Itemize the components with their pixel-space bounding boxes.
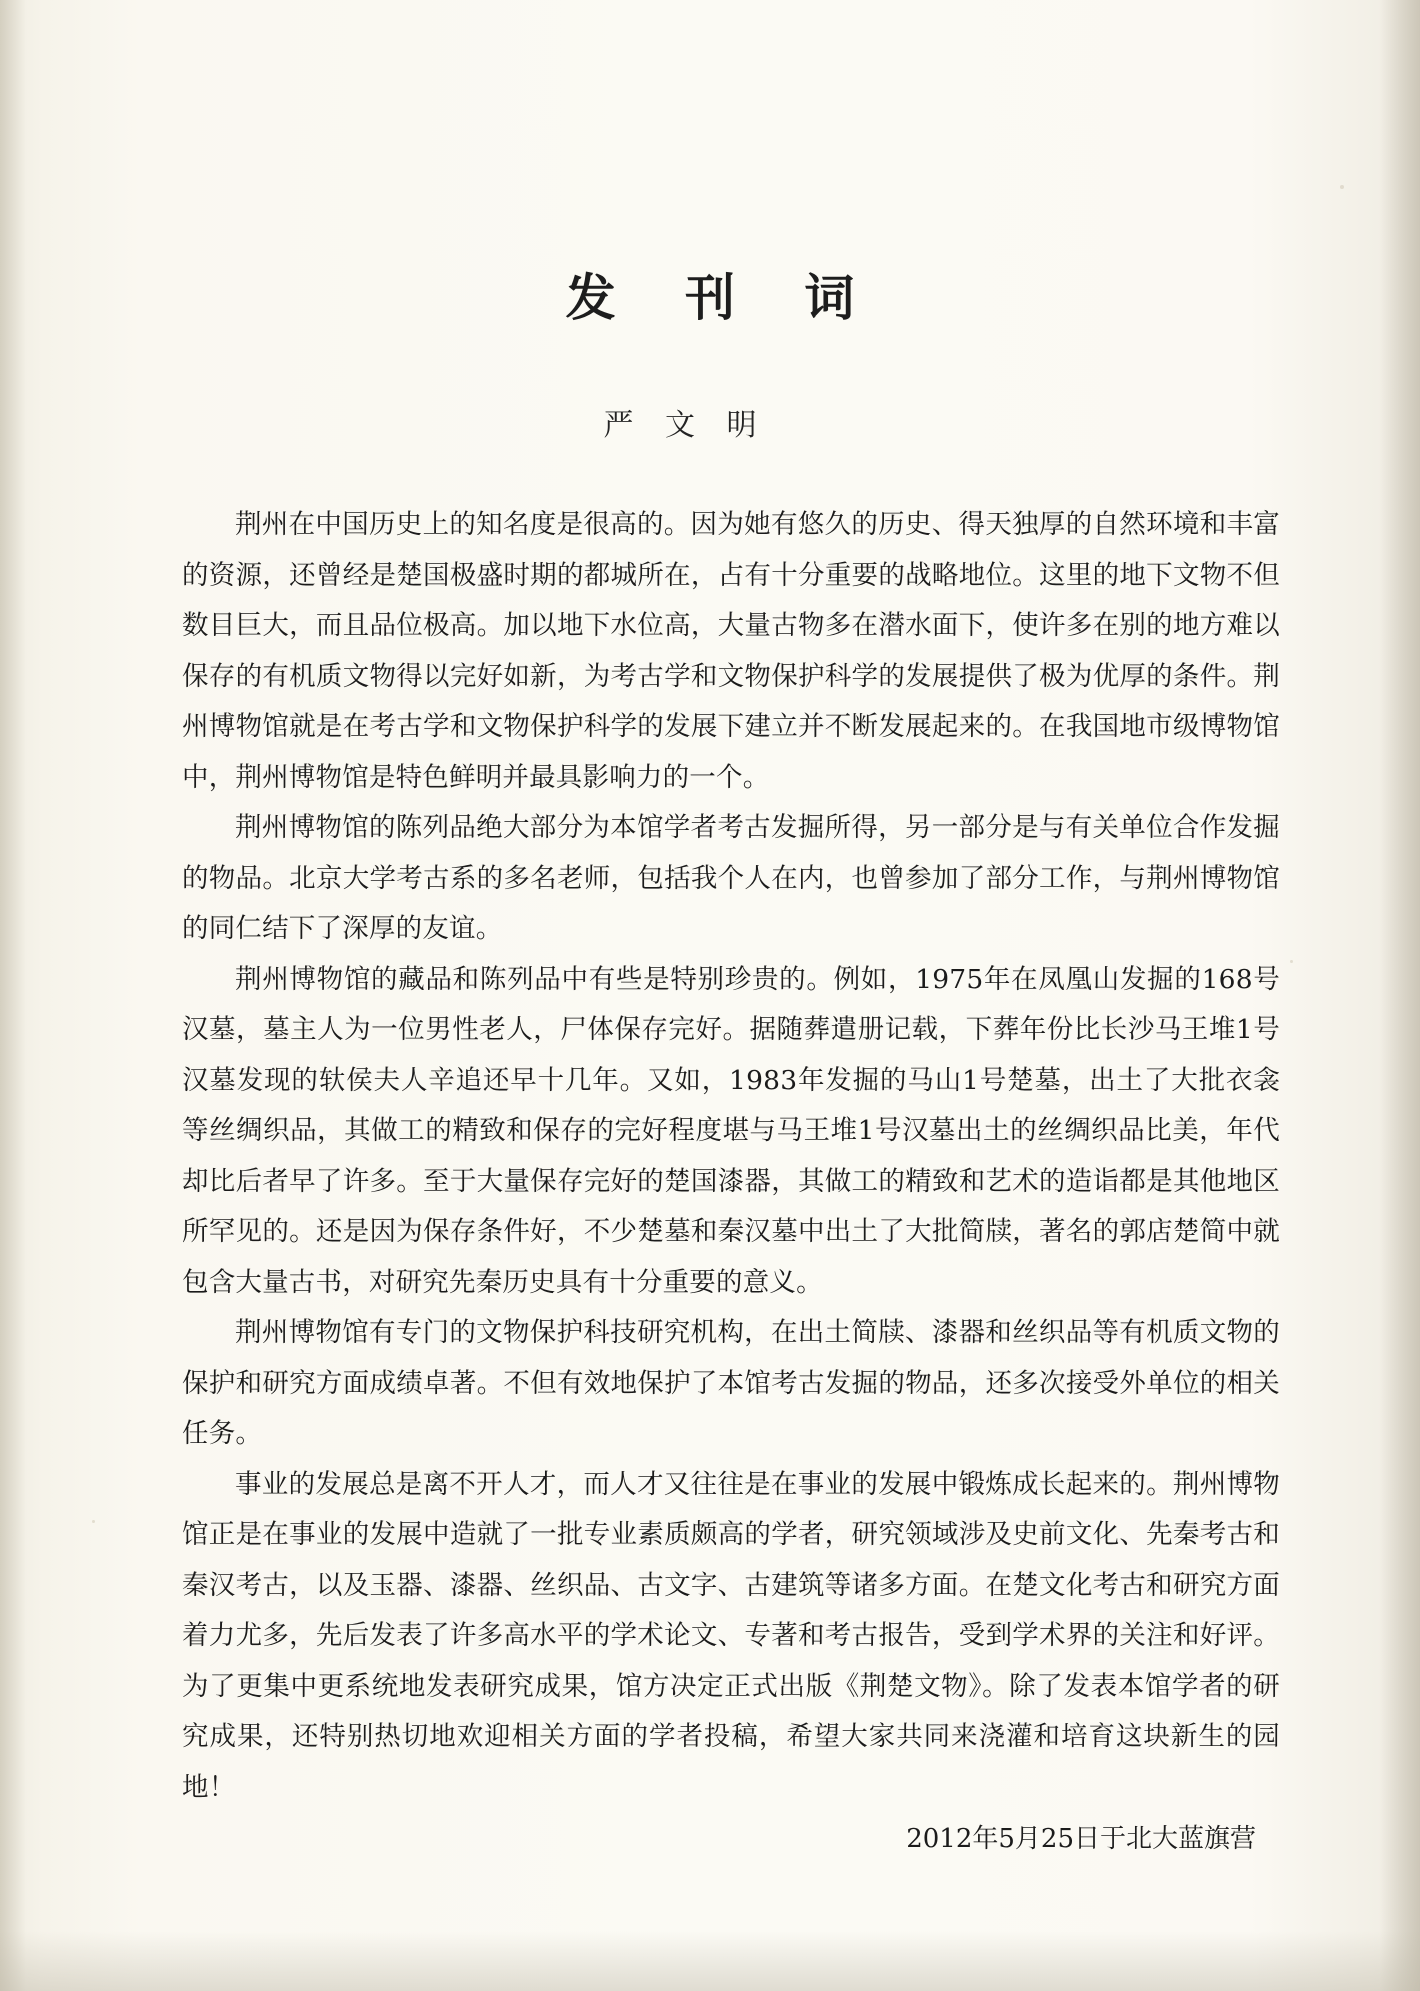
paragraph: 荆州在中国历史上的知名度是很高的。因为她有悠久的历史、得天独厚的自然环境和丰富的资源，还曾经是楚国极盛时期的都城所在，占有十分重要的战略地位。这里的地下文物不但数目巨大，而且品位极高。加以地下水位高，大量古物多在潜水面下，使许多在别的地方难以保存的有机质文物得以完好如新，为考古学和文物保护科学的发展提供了极为优厚的条件。荆州博物馆就是在考古学和文物保护科学的发展下建立并不断发展起来的。在我国地市级博物馆中，荆州博物馆是特色鲜明并最具影响力的一个。 — [182, 509, 1280, 793]
author-name: 严 文 明 — [603, 408, 768, 443]
paragraph: 荆州博物馆的陈列品绝大部分为本馆学者考古发掘所得，另一部分是与有关单位合作发掘的物品。北京大学考古系的多名老师，包括我个人在内，也曾参加了部分工作，与荆州博物馆的同仁结下了深厚的友谊。 — [182, 812, 1280, 944]
paragraph: 事业的发展总是离不开人才，而人才又往往是在事业的发展中锻炼成长起来的。荆州博物馆正是在事业的发展中造就了一批专业素质颇高的学者，研究领域涉及史前文化、先秦考古和秦汉考古，以及玉器、漆器、丝织品、古文字、古建筑等诸多方面。在楚文化考古和研究方面着力尤多，先后发表了许多高水平的学术论文、专著和考古报告，受到学术界的关注和好评。为了更集中更系统地发表研究成果，馆方决定正式出版《荆楚文物》。除了发表本馆学者的研究成果，还特别热切地欢迎相关方面的学者投稿，希望大家共同来浇灌和培育这块新生的园地！ — [182, 1468, 1280, 1803]
paragraph: 荆州博物馆有专门的文物保护科技研究机构，在出土简牍、漆器和丝织品等有机质文物的保护和研究方面成绩卓著。不但有效地保护了本馆考古发掘的物品，还多次接受外单位的相关任务。 — [182, 1317, 1280, 1449]
page-title: 发 刊 词 — [565, 269, 881, 327]
signature-date: 2012年5月25日于北大蓝旗营 — [906, 1824, 1256, 1854]
paragraph: 荆州博物馆的藏品和陈列品中有些是特别珍贵的。例如，1975年在凤凰山发掘的168号汉墓，墓主人为一位男性老人，尸体保存完好。据随葬遣册记载，下葬年份比长沙马王堆1号汉墓发现的轪侯夫人辛追还早十几年。又如，1983年发掘的马山1号楚墓，出土了大批衣衾等丝绸织品，其做工的精致和保存的完好程度堪与马王堆1号汉墓出土的丝绸织品比美，年代却比后者早了许多。至于大量保存完好的楚国漆器，其做工的精致和艺术的造诣都是其他地区所罕见的。还是因为保存条件好，不少楚墓和秦汉墓中出土了大批简牍，著名的郭店楚简中就包含大量古书，对研究先秦历史具有十分重要的意义。 — [182, 963, 1280, 1298]
article-body — [182, 500, 1280, 1813]
